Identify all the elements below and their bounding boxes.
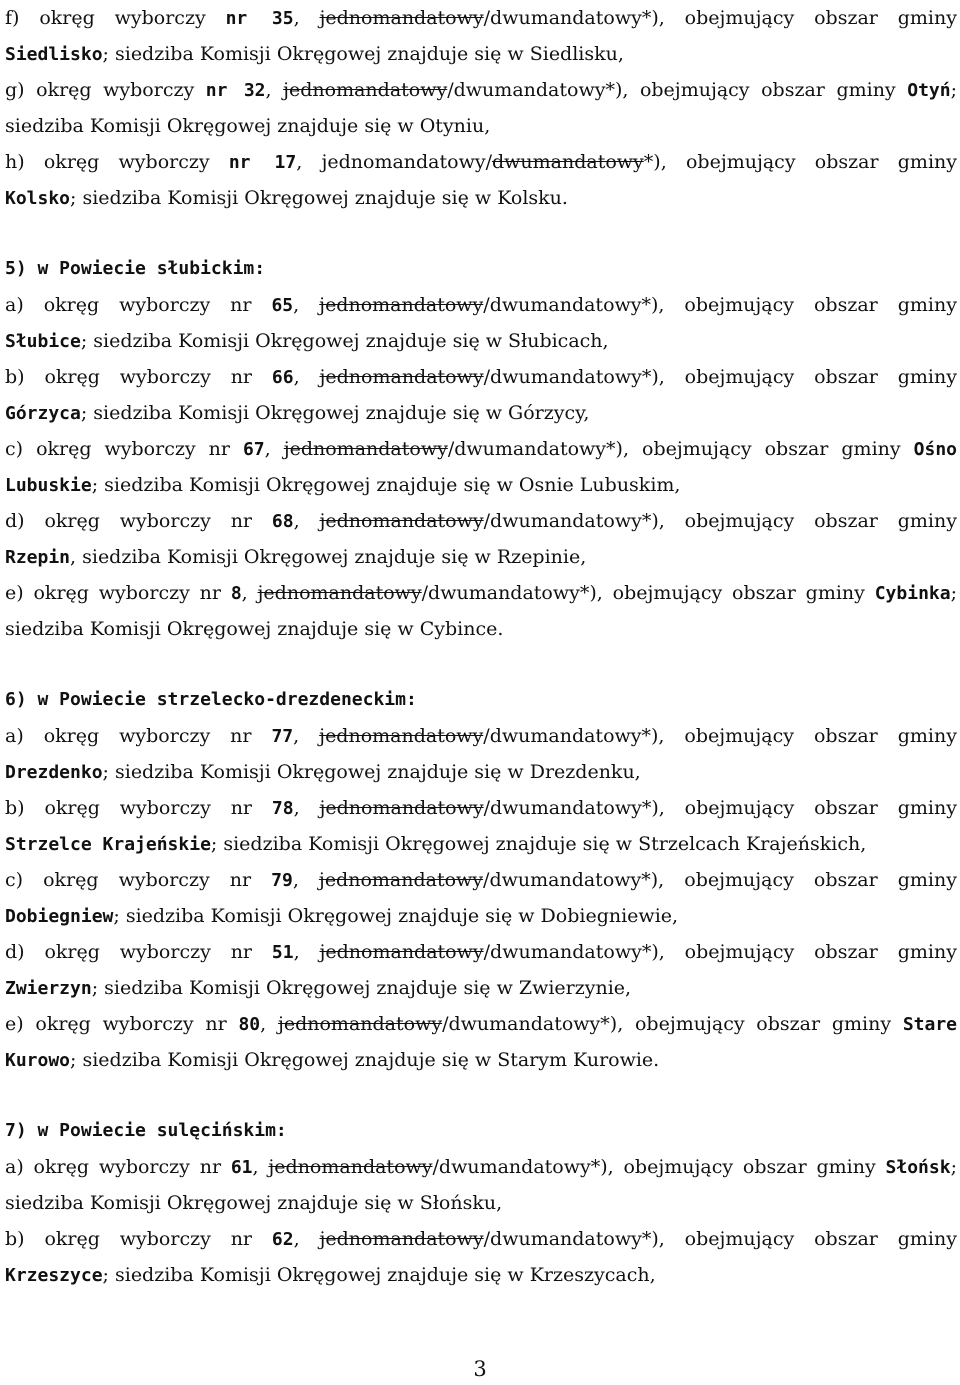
- text-segment: c) okręg wyborczy nr: [5, 438, 243, 460]
- text-segment: ; siedziba Komisji Okręgowej znajduje się w Starym Kurowie.: [70, 1049, 660, 1071]
- text-segment: d) okręg wyborczy nr: [5, 510, 272, 532]
- bold-text: Zwierzyn: [5, 978, 92, 999]
- text-segment: ,: [293, 7, 320, 29]
- text-segment: /dwumandatowy*), obejmujący obszar gminy: [447, 438, 914, 460]
- text-line: [5, 72, 957, 108]
- text-segment: ; siedziba Komisji Okręgowej znajduje się w Siedlisku,: [102, 43, 624, 65]
- text-segment: ,: [293, 366, 320, 388]
- bold-text: 61: [230, 1157, 253, 1178]
- text-segment: ; siedziba Komisji Okręgowej znajduje się w Górzycy,: [80, 402, 590, 424]
- bold-text: Rzepin: [5, 547, 71, 568]
- struck-text: jednomandatowy: [283, 79, 448, 101]
- struck-text: jednomandatowy: [268, 1156, 433, 1178]
- text-line: [5, 611, 957, 647]
- section-heading: 7) w Powiecie sulęcińskim:: [5, 1120, 287, 1141]
- bold-text: Lubuskie: [5, 475, 92, 496]
- text-segment: ; siedziba Komisji Okręgowej znajduje się w Strzelcach Krajeńskich,: [210, 833, 867, 855]
- text-segment: siedziba Komisji Okręgowej znajduje się w Cybince.: [5, 618, 504, 640]
- bold-text: Ośno: [913, 439, 957, 460]
- text-segment: e) okręg wyborczy nr: [5, 1013, 239, 1035]
- text-segment: ,: [292, 869, 319, 891]
- struck-text: jednomandatowy: [319, 725, 484, 747]
- bold-text: 78: [271, 798, 294, 819]
- text-segment: ; siedziba Komisji Okręgowej znajduje się w Krzeszycach,: [102, 1264, 656, 1286]
- bold-text: Otyń: [907, 80, 951, 101]
- page-number: 3: [473, 1357, 487, 1381]
- text-segment: a) okręg wyborczy nr: [5, 725, 272, 747]
- text-segment: ;: [950, 1156, 957, 1178]
- text-segment: /dwumandatowy*), obejmujący obszar gminy: [483, 941, 957, 963]
- struck-text: jednomandatowy: [318, 869, 484, 891]
- bold-text: nr 17: [228, 152, 297, 173]
- bold-text: Słońsk: [885, 1157, 951, 1178]
- text-line: [5, 1257, 957, 1293]
- struck-text: jednomandatowy: [319, 7, 484, 29]
- section-heading: 5) w Powiecie słubickim:: [5, 258, 266, 279]
- text-line: [5, 144, 957, 180]
- text-line: [5, 539, 957, 575]
- text-line: [5, 575, 957, 611]
- text-line: [5, 503, 957, 539]
- text-segment: g) okręg wyborczy: [5, 79, 206, 101]
- bold-text: 77: [271, 726, 294, 747]
- text-line: [5, 359, 957, 395]
- text-segment: ,: [293, 1228, 320, 1250]
- text-segment: , jednomandatowy/: [296, 151, 492, 173]
- text-segment: *), obejmujący obszar gminy: [643, 151, 957, 173]
- bold-text: 65: [271, 295, 294, 316]
- text-segment: ; siedziba Komisji Okręgowej znajduje się w Drezdenku,: [102, 761, 641, 783]
- bold-text: 68: [271, 511, 294, 532]
- text-segment: /dwumandatowy*), obejmujący obszar gminy: [483, 510, 957, 532]
- text-segment: ,: [293, 797, 320, 819]
- struck-text: jednomandatowy: [319, 294, 484, 316]
- text-line: [5, 467, 957, 503]
- text-line: [5, 862, 957, 898]
- struck-text: jednomandatowy: [257, 582, 422, 604]
- text-segment: e) okręg wyborczy nr: [5, 582, 231, 604]
- text-segment: ,: [293, 294, 320, 316]
- bold-text: 66: [271, 367, 294, 388]
- bold-text: Dobiegniew: [5, 906, 114, 927]
- struck-text: jednomandatowy: [283, 438, 448, 460]
- text-segment: a) okręg wyborczy nr: [5, 1156, 231, 1178]
- document-body: [5, 0, 957, 1293]
- text-segment: ; siedziba Komisji Okręgowej znajduje się w Kolsku.: [70, 187, 568, 209]
- text-line: [5, 36, 957, 72]
- paragraph-gap: [5, 1078, 957, 1113]
- text-line: [5, 108, 957, 144]
- bold-text: Słubice: [5, 331, 81, 352]
- bold-text: 67: [242, 439, 265, 460]
- text-segment: ; siedziba Komisji Okręgowej znajduje się w Słubicach,: [80, 330, 609, 352]
- text-line: [5, 826, 957, 862]
- text-line: [5, 898, 957, 934]
- text-segment: ,: [293, 725, 320, 747]
- text-segment: /dwumandatowy*), obejmujący obszar gminy: [442, 1013, 903, 1035]
- text-segment: /dwumandatowy*), obejmujący obszar gminy: [483, 797, 957, 819]
- bold-text: Siedlisko: [5, 44, 103, 65]
- text-line: [5, 287, 957, 323]
- text-segment: c) okręg wyborczy nr: [5, 869, 272, 891]
- text-line: [5, 323, 957, 359]
- text-line: [5, 790, 957, 826]
- bold-text: 62: [271, 1229, 294, 1250]
- text-segment: siedziba Komisji Okręgowej znajduje się w Otyniu,: [5, 115, 491, 137]
- text-segment: ;: [950, 79, 957, 101]
- text-segment: ; siedziba Komisji Okręgowej znajduje się w Osnie Lubuskim,: [91, 474, 681, 496]
- text-segment: h) okręg wyborczy: [5, 151, 229, 173]
- text-line: [5, 934, 957, 970]
- bold-text: Krzeszyce: [5, 1265, 103, 1286]
- text-segment: ,: [260, 1013, 278, 1035]
- text-segment: ,: [265, 79, 284, 101]
- bold-text: 51: [271, 942, 294, 963]
- text-segment: /dwumandatowy*), obejmujący obszar gminy: [483, 366, 957, 388]
- paragraph-gap: [5, 647, 957, 682]
- text-line: [5, 1185, 957, 1221]
- text-segment: /dwumandatowy*), obejmujący obszar gminy: [432, 1156, 886, 1178]
- struck-text: jednomandatowy: [319, 1228, 484, 1250]
- bold-text: Kolsko: [5, 188, 71, 209]
- bold-text: Drezdenko: [5, 762, 103, 783]
- struck-text: jednomandatowy: [319, 510, 484, 532]
- text-segment: f) okręg wyborczy: [5, 7, 226, 29]
- bold-text: nr 35: [225, 8, 294, 29]
- text-segment: d) okręg wyborczy nr: [5, 941, 272, 963]
- struck-text: jednomandatowy: [319, 941, 484, 963]
- text-segment: /dwumandatowy*), obejmujący obszar gminy: [483, 725, 957, 747]
- text-segment: ,: [241, 582, 258, 604]
- text-segment: ; siedziba Komisji Okręgowej znajduje się w Zwierzynie,: [91, 977, 632, 999]
- text-line: [5, 395, 957, 431]
- struck-text: jednomandatowy: [319, 797, 484, 819]
- bold-text: Stare: [902, 1014, 957, 1035]
- text-line: [5, 180, 957, 216]
- bold-text: 80: [238, 1014, 261, 1035]
- text-segment: /dwumandatowy*), obejmujący obszar gminy: [483, 1228, 957, 1250]
- text-segment: ,: [293, 510, 320, 532]
- bold-text: nr 32: [205, 80, 266, 101]
- text-line: [5, 1149, 957, 1185]
- bold-text: 8: [230, 583, 242, 604]
- text-line: [5, 754, 957, 790]
- text-line: [5, 0, 957, 36]
- text-segment: ; siedziba Komisji Okręgowej znajduje się w Dobiegniewie,: [113, 905, 679, 927]
- text-line: [5, 1042, 957, 1078]
- bold-text: Strzelce Krajeńskie: [5, 834, 211, 855]
- text-line: [5, 970, 957, 1006]
- bold-text: Kurowo: [5, 1050, 71, 1071]
- bold-text: 79: [271, 870, 293, 891]
- text-segment: /dwumandatowy*), obejmujący obszar gminy: [483, 869, 957, 891]
- bold-text: Górzyca: [5, 403, 81, 424]
- text-segment: /dwumandatowy*), obejmujący obszar gminy: [421, 582, 875, 604]
- text-line: [5, 1006, 957, 1042]
- paragraph-gap: [5, 216, 957, 251]
- bold-text: Cybinka: [874, 583, 951, 604]
- text-line: [5, 1221, 957, 1257]
- text-segment: ,: [264, 438, 284, 460]
- text-segment: /dwumandatowy*), obejmujący obszar gminy: [483, 294, 957, 316]
- text-segment: ,: [252, 1156, 269, 1178]
- section-heading: 6) w Powiecie strzelecko-drezdeneckim:: [5, 689, 417, 710]
- text-segment: ,: [293, 941, 320, 963]
- text-segment: ;: [950, 582, 957, 604]
- text-segment: , siedziba Komisji Okręgowej znajduje się w Rzepinie,: [70, 546, 587, 568]
- text-segment: /dwumandatowy*), obejmujący obszar gminy: [447, 79, 908, 101]
- text-segment: siedziba Komisji Okręgowej znajduje się w Słońsku,: [5, 1192, 503, 1214]
- struck-text: dwumandatowy: [491, 151, 644, 173]
- text-segment: /dwumandatowy*), obejmujący obszar gminy: [483, 7, 957, 29]
- text-segment: a) okręg wyborczy nr: [5, 294, 272, 316]
- text-segment: b) okręg wyborczy nr: [5, 797, 272, 819]
- text-segment: b) okręg wyborczy nr: [5, 366, 272, 388]
- struck-text: jednomandatowy: [277, 1013, 443, 1035]
- text-segment: b) okręg wyborczy nr: [5, 1228, 272, 1250]
- text-line: [5, 431, 957, 467]
- text-line: [5, 718, 957, 754]
- struck-text: jednomandatowy: [319, 366, 484, 388]
